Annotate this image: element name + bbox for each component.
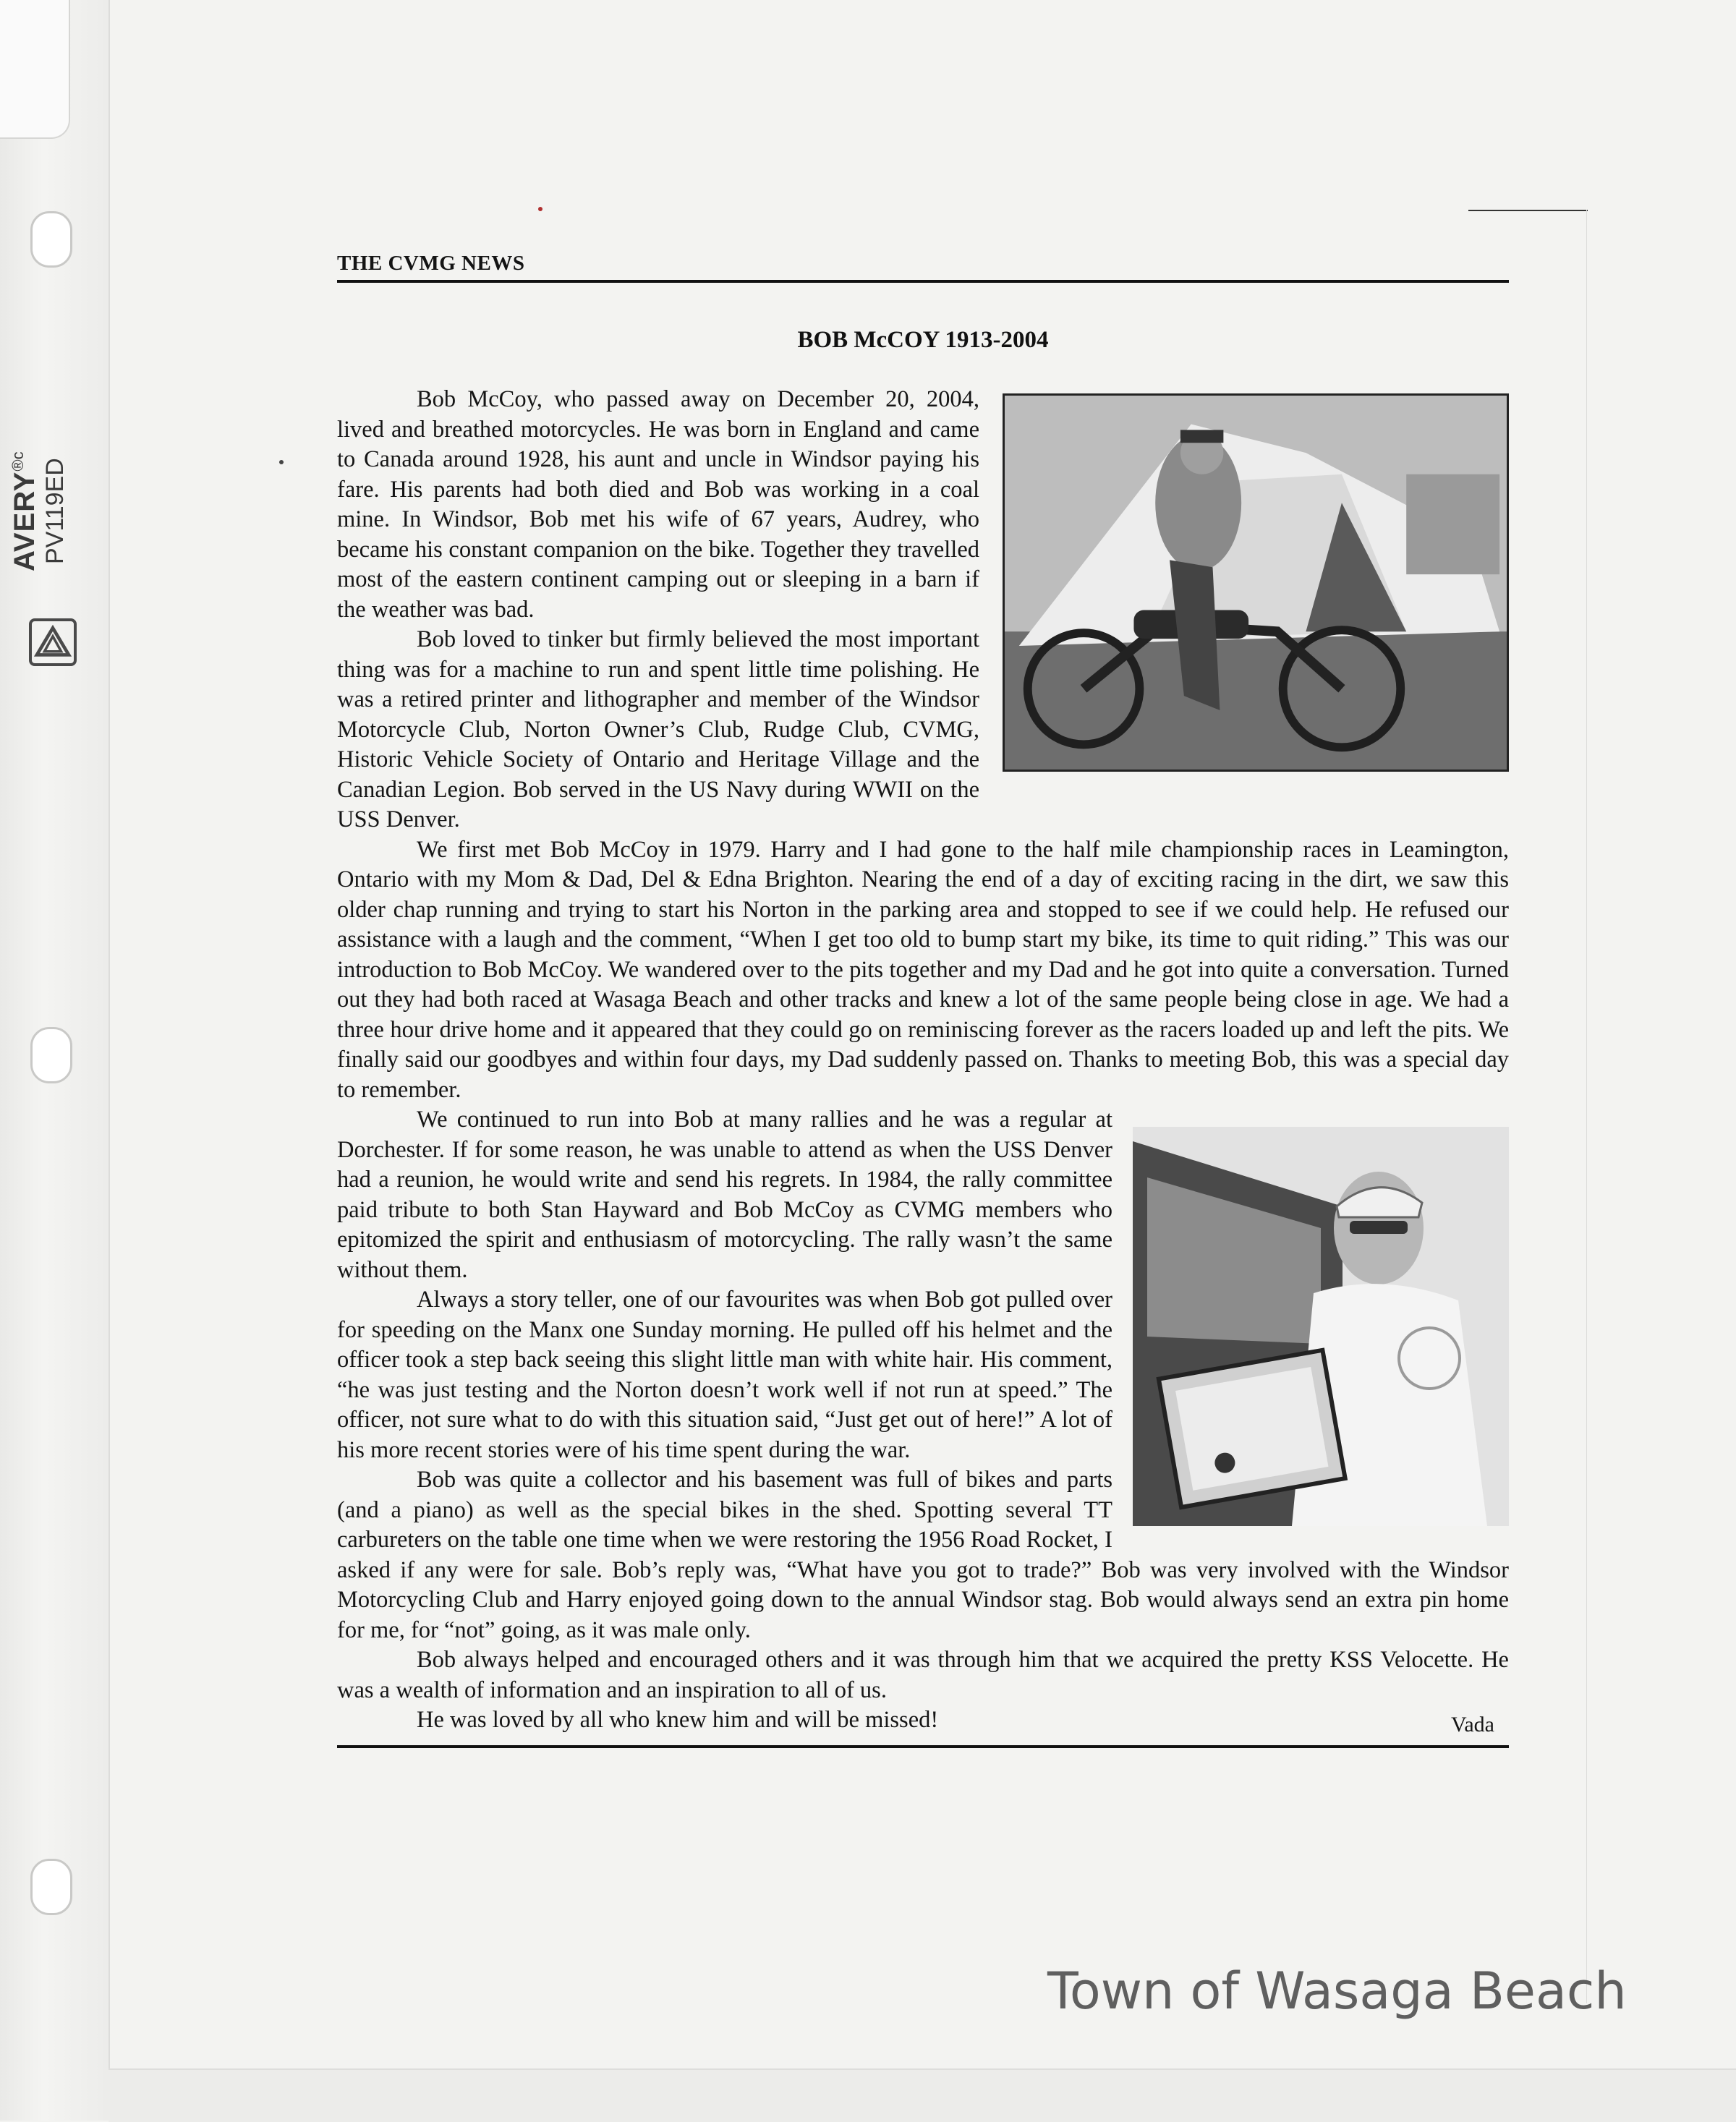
article-paragraph: Bob always helped and encouraged others and it was through him that we acquired the pretty KSS Velocette. He was a wealth of information and an inspiration to all of us.: [337, 1647, 1509, 1703]
article-paragraph: He was loved by all who knew him and will be missed!: [417, 1707, 939, 1733]
photo-bob-with-plaque: [1133, 1127, 1509, 1526]
punch-hole-top: [30, 211, 72, 268]
paper-speck: [538, 207, 542, 211]
avery-triangle-logo-icon: [29, 618, 77, 666]
article-body: [337, 385, 1509, 1748]
page-corner-rule: [1468, 210, 1588, 211]
brand-name: AVERY: [9, 471, 41, 571]
product-code: PV119ED: [41, 458, 69, 564]
photo-bob-on-norton: [1003, 393, 1509, 772]
article-paragraph: We continued to run into Bob at many rallies and he was a regular at Dorchester. If for some reason, he was unable to attend as when the USS Denver had a reunion, he would write and send his regrets. In 1984, the rally committee paid tribute to both Stan Hayward and Bob McCoy as CVMG members who epitomized the spirit and enthusiasm of motorcycling. The rally wasn’t the same without them.: [337, 1107, 1112, 1283]
watermark: Town of Wasaga Beach: [1047, 1961, 1627, 2021]
punch-hole-bottom: [30, 1859, 72, 1915]
article-paragraph: Bob loved to tinker but firmly believed the most important thing was for a machine to run and spent little time polishing. He was a retired printer and lithographer and member of the Windsor Motorcycle Club, Norton Owner’s Club, Rudge Club, CVMG, Historic Vehicle Society of Ontario and Heritage Village and the Canadian Legion. Bob served in the US Navy during WWII on the USS Denver.: [337, 626, 979, 832]
brand-mark: ®c: [9, 451, 27, 472]
article-paragraph: Bob was quite a collector and his basement was full of bikes and parts (and a piano) as well as the special bikes in the shed. Spotting several TT carbureters on the table one time when we were restoring the 1956 Road Rocket, I asked if any were for sale. Bob’s reply was, “What have you got to trade?” Bob was very involved with the Windsor Motorcycling Club and Harry enjoyed going down to the annual Windsor stag. Bob would always send an extra pin home for me, for “not” going, as it was male only.: [337, 1467, 1509, 1643]
sheet-protector-strip: [0, 0, 110, 2121]
article-title: BOB McCOY 1913-2004: [797, 327, 1049, 353]
paper-speck: [279, 460, 284, 464]
signature: Vada: [1451, 1712, 1494, 1737]
article-paragraph: Always a story teller, one of our favourites was when Bob got pulled over for speeding on the Manx one Sunday morning. He pulled off his helmet and the officer took a step back seeing this slight little man with white hair. His comment, “he was just testing and the Norton doesn’t work well if not run at speed.” The officer, not sure what to do with this situation said, “Just get out of here!” A lot of his more recent stories were of his time spent during the war.: [337, 1287, 1112, 1463]
article-paragraph: Bob McCoy, who passed away on December 20, 2004, lived and breathed motorcycles. He was born in England and came to Canada around 1928, his aunt and uncle in Windsor paying his fare. His parents had both died and Bob was working in a coal mine. In Windsor, Bob met his wife of 67 years, Audrey, who became his constant companion on the bike. Together they travelled most of the eastern continent camping out or sleeping in a barn if the weather was bad.: [337, 386, 979, 623]
newsletter-header: THE CVMG NEWS: [337, 252, 1509, 283]
page-edge-line: [1586, 210, 1587, 2003]
protector-bottom-edge: [109, 2068, 1736, 2122]
avery-brand-label: [9, 451, 69, 571]
footer-rule: [337, 1745, 1509, 1748]
punch-hole-middle: [30, 1027, 72, 1083]
protector-tab: [0, 0, 70, 139]
article-paragraph: We first met Bob McCoy in 1979. Harry and I had gone to the half mile championship races in Leamington, Ontario with my Mom & Dad, Del & Edna Brighton. Nearing the end of a day of exciting racing in the dirt, we saw this older chap running and trying to start his Norton in the parking area and stopped to see if we could help. He refused our assistance with a laugh and the comment, “When I get too old to bump start my bike, its time to quit riding.” This was our introduction to Bob McCoy. We wandered over to the pits together and my Dad and he got into quite a conversation. Turned out they had both raced at Wasaga Beach and other tracks and knew a lot of the same people being close in age. We had a three hour drive home and it appeared that they could go on reminiscing forever as the racers loaded up and left the pits. We finally said our goodbyes and within four days, my Dad suddenly passed on. Thanks to meeting Bob, this was a special day to remember.: [337, 836, 1509, 1103]
